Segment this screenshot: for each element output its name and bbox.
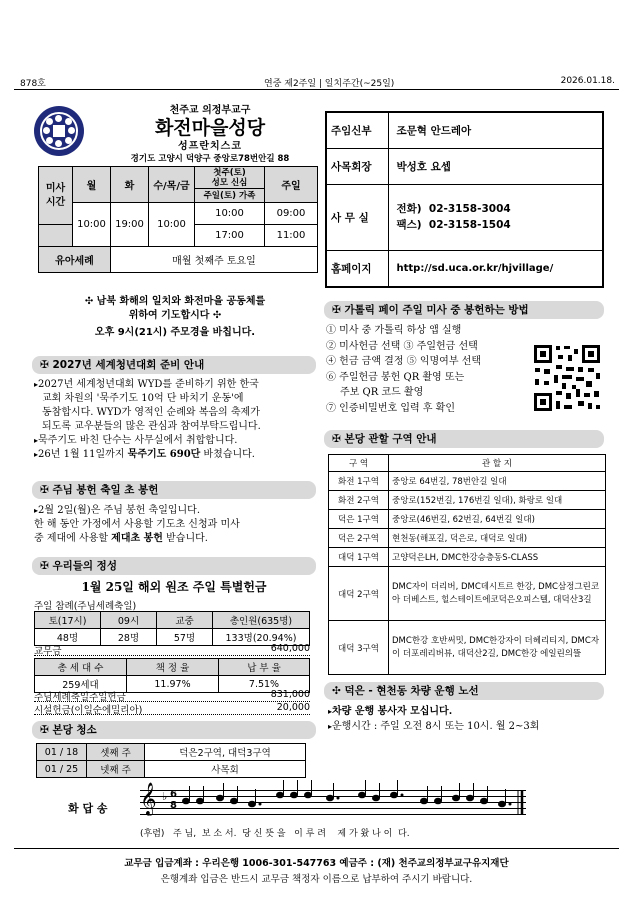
homepage-label: 홈페이지 xyxy=(326,250,388,287)
treble-clef-icon: 𝄞 xyxy=(140,782,157,815)
catholic-pay-steps xyxy=(326,323,536,416)
phone-number[interactable]: 02-3158-3004 xyxy=(428,203,511,215)
qr-code-icon[interactable] xyxy=(532,343,602,413)
zone-name: 화전 1구역 xyxy=(329,472,389,491)
tithe-amount: 640,000 xyxy=(270,643,310,654)
zone-name: 대덕 1구역 xyxy=(329,548,389,567)
pastor-name: 조문혁 안드레아 xyxy=(388,112,603,148)
flat-icon: ♭ xyxy=(162,790,168,803)
att-head-9: 09시 xyxy=(101,612,157,629)
infant-baptism-value: 매월 첫째주 토요일 xyxy=(111,247,318,273)
zone-area: 중앙로(152번길, 176번길 일대), 화랑로 일대 xyxy=(389,491,606,510)
cleaning-week: 넷째 주 xyxy=(87,761,145,778)
sun-time-1: 09:00 xyxy=(265,203,318,225)
facility-offering-row xyxy=(34,702,310,715)
special-collection-notice: 1월 25일 해외 원조 주일 특별헌금 xyxy=(81,580,267,594)
parish-zones-table xyxy=(328,454,606,675)
mass-schedule-table xyxy=(38,166,318,273)
candle-section-title: ✠ 주님 봉헌 축일 초 봉헌 xyxy=(32,481,316,499)
pay-step-6: ⑦ 인증비밀번호 입력 후 확인 xyxy=(326,402,455,414)
zone-name: 대덕 2구역 xyxy=(329,567,389,621)
wyd-para-1b: 교회 차원의 '묵주기도 10억 단 바치기 운동'에 xyxy=(42,393,244,404)
zone-area: DMC한강 호반써밋, DMC한강자이 더헤리티지, DMC자이 더포레리버뷰, 대덕산2길, DMC한강 에일린의뜰 xyxy=(389,621,606,675)
zone-name: 대덕 3구역 xyxy=(329,621,389,675)
day-mon: 월 xyxy=(73,167,111,203)
sun-time-2: 11:00 xyxy=(265,225,318,247)
tithe-head-households: 총 세 대 수 xyxy=(35,659,127,676)
baptism-offering-label: 주님세례축일주일헌금 xyxy=(34,692,126,703)
zone-name: 화전 2구역 xyxy=(329,491,389,510)
prayer-notice-line3: 오후 9시(21시) 주모경을 바칩니다. xyxy=(94,327,256,338)
parish-info-table xyxy=(325,111,604,288)
issue-date: 2026.01.18. xyxy=(560,76,615,86)
responsorial-psalm-label: 화 답 송 xyxy=(68,802,108,815)
melody-notes xyxy=(180,780,526,820)
psalm-lyrics: (후렴) 주 님, 보 소 서. 당 신 뜻 을 이 루 려 제 가 왔 나 이 다. xyxy=(140,829,410,839)
att-val-total: 133명(20.94%) xyxy=(213,629,310,646)
facility-offering-amount: 20,000 xyxy=(276,702,310,713)
sat-time-1: 10:00 xyxy=(195,203,265,225)
attendance-table xyxy=(34,611,310,646)
homepage-link[interactable]: http://sd.uca.or.kr/hjvillage/ xyxy=(388,250,603,287)
pastor-label: 주임신부 xyxy=(326,112,388,148)
zone-name: 덕은 1구역 xyxy=(329,510,389,529)
sat-family-label: 주일(토) 가족 xyxy=(195,189,265,203)
wyd-para-2: ▸ 묵주기도 바친 단수는 사무실에서 취합합니다. xyxy=(34,434,324,448)
zone-name: 덕은 2구역 xyxy=(329,529,389,548)
tithe-val-rate: 11.97% xyxy=(127,676,219,693)
wyd-section-title: ✠ 2027년 세계청년대회 준비 안내 xyxy=(32,356,316,374)
att-val-sat: 48명 xyxy=(35,629,101,646)
att-head-sat: 토(17시) xyxy=(35,612,101,629)
issue-header-line xyxy=(14,72,619,90)
wyd-para-1a: ▸ 2027년 세계청년대회 WYD를 준비하기 위한 한국 xyxy=(34,378,324,392)
catholic-pay-title: ✠ 가톨릭 페이 주일 미사 중 봉헌하는 방법 xyxy=(324,301,604,319)
pay-step-4: ⑥ 주일헌금 봉헌 QR 촬영 또는 xyxy=(326,371,465,383)
shuttle-section-title: ✣ 덕은 - 현천동 차량 운행 노선 xyxy=(324,682,604,700)
first-sat-label: 첫주(토) xyxy=(213,167,246,178)
att-val-main: 57명 xyxy=(157,629,213,646)
tithe-head-rate: 책 정 율 xyxy=(127,659,219,676)
zone-area: DMC자이 더리버, DMC데시트르 한강, DMC삼정그린코아 더베스트, 힐스테이트에코덕은오피스텔, 대덕산3길 xyxy=(389,567,606,621)
cleaning-group: 사목회 xyxy=(145,761,306,778)
pay-step-5: 주보 QR 코드 촬영 xyxy=(340,387,424,398)
facility-offering-label: 시설헌금(이일순에밀리아) xyxy=(34,705,143,716)
candle-para-1: ▸ 2월 2일(월)은 주님 봉헌 축일입니다. xyxy=(34,504,324,518)
office-label: 사 무 실 xyxy=(326,184,388,250)
zone-head-jurisdiction: 관 할 지 xyxy=(389,455,606,472)
prayer-notice-line1: ✣ 남북 화해의 일치와 화전마을 공동체를 xyxy=(84,296,266,307)
tithe-val-paid: 7.51% xyxy=(219,676,310,693)
parish-address: 경기도 고양시 덕양구 중앙로78번안길 88 xyxy=(130,154,290,164)
pay-step-2: ② 미사헌금 선택 ③ 주일헌금 선택 xyxy=(326,340,478,352)
diocese-name: 천주교 의정부교구 xyxy=(169,105,251,116)
shuttle-volunteer: ▸ 차량 운행 봉사자 모십니다. xyxy=(328,704,608,719)
cleaning-week: 셋째 주 xyxy=(87,744,145,761)
att-head-total: 총인원(635명) xyxy=(213,612,310,629)
liturgical-season: 연중 제2주일 | 일치주간(~25일) xyxy=(264,79,395,89)
parish-name: 화전마을성당 xyxy=(154,117,266,139)
wed-time: 10:00 xyxy=(149,203,195,247)
pay-step-1: ① 미사 중 가톨릭 하상 앱 실행 xyxy=(326,325,462,336)
bank-account-info: 교무금 입금계좌 : 우리은행 1006-301-547763 예금주 : (재) 천주교의정부교구유지재단 xyxy=(124,858,509,869)
pay-step-3: ④ 헌금 금액 결정 ⑤ 익명여부 선택 xyxy=(326,356,481,367)
mass-label: 미사 xyxy=(45,182,66,194)
tithe-row xyxy=(34,643,310,656)
day-tue: 화 xyxy=(111,167,149,203)
tue-time: 19:00 xyxy=(111,203,149,247)
wyd-section-body xyxy=(34,378,324,462)
phone-label: 전화) xyxy=(396,203,422,215)
baptism-offering-row xyxy=(34,689,310,702)
day-sunday: 주일 xyxy=(265,167,318,203)
sat-time-2: 17:00 xyxy=(195,225,265,247)
wyd-para-3c: 바쳤습니다. xyxy=(200,449,255,460)
zone-head-area: 구 역 xyxy=(329,455,389,472)
council-name: 박성호 요셉 xyxy=(388,148,603,184)
zone-area: 고양덕은LH, DMC한강승층동S-CLASS xyxy=(389,548,606,567)
wyd-para-3a: 26년 1월 11일까지 xyxy=(38,449,128,460)
cleaning-section-title: ✠ 본당 청소 xyxy=(32,721,316,739)
att-val-9: 28명 xyxy=(101,629,157,646)
infant-baptism-label: 유아세례 xyxy=(39,247,111,273)
tithe-val-households: 259세대 xyxy=(35,676,127,693)
att-head-main: 교중 xyxy=(157,612,213,629)
cleaning-group: 덕은2구역, 대덕3구역 xyxy=(145,744,306,761)
zones-section-title: ✠ 본당 관할 구역 안내 xyxy=(324,430,604,448)
day-wed-fri: 수/목/금 xyxy=(149,167,195,203)
candle-section-body xyxy=(34,504,324,546)
prayer-notice-line2: 위하여 기도합시다 ✣ xyxy=(128,310,222,321)
time-label: 시간 xyxy=(45,196,66,208)
music-staff xyxy=(140,782,526,818)
patron-saint: 성프란치스코 xyxy=(178,141,242,152)
tithe-head-paid: 납 부 율 xyxy=(219,659,310,676)
shuttle-section-body xyxy=(328,704,608,734)
time-signature: 6 8 xyxy=(170,789,177,811)
altar-candle: 제대초 봉헌 xyxy=(111,533,163,544)
baptism-offering-amount: 831,000 xyxy=(270,689,310,700)
council-label: 사목회장 xyxy=(326,148,388,184)
cleaning-table xyxy=(36,743,306,778)
bank-deposit-note: 은행계좌 입금은 반드시 교무금 책정자 이름으로 납부하여 주시기 바랍니다. xyxy=(160,874,473,885)
candle-para-2: 한 해 동안 가정에서 사용할 기도초 신청과 미사 xyxy=(34,519,240,530)
candle-para-3a: 중 제대에 사용할 xyxy=(34,533,112,544)
shuttle-time: ▸ 운행시간 : 주일 오전 8시 또는 10시. 월 2~3회 xyxy=(328,719,608,734)
issue-number: 878호 xyxy=(20,79,46,89)
zone-area: 현천동(해포길, 덕은로, 대덕로 일대) xyxy=(389,529,606,548)
attendance-label: 주일 참례(주님세례축일) xyxy=(34,601,137,612)
mon-time: 10:00 xyxy=(73,203,111,247)
tithe-stats-table xyxy=(34,658,310,693)
zone-area: 중앙로 64번길, 78번안길 일대 xyxy=(389,472,606,491)
wyd-para-1d: 되도록 교우분들의 많은 관심과 참여부탁드립니다. xyxy=(42,421,261,432)
wyd-para-1c: 동참합시다. WYD가 영적인 순례와 복음의 축제가 xyxy=(42,407,260,418)
rosary-count: 묵주기도 690단 xyxy=(127,449,201,460)
prayer-notice xyxy=(30,295,320,340)
candle-para-3c: 받습니다. xyxy=(162,533,208,544)
fax-number: 02-3158-1504 xyxy=(428,219,511,231)
cleaning-date: 01 / 25 xyxy=(37,761,87,778)
cleaning-date: 01 / 18 xyxy=(37,744,87,761)
marian-label: 성모 신심 xyxy=(211,177,248,188)
fax-label: 팩스) xyxy=(396,219,422,231)
tithe-label: 교무금 xyxy=(34,646,62,657)
parish-logo-icon xyxy=(34,106,84,156)
offering-section-title: ✠ 우리들의 정성 xyxy=(32,557,316,575)
zone-area: 중앙로(46번길, 62번길, 64번길 일대) xyxy=(389,510,606,529)
